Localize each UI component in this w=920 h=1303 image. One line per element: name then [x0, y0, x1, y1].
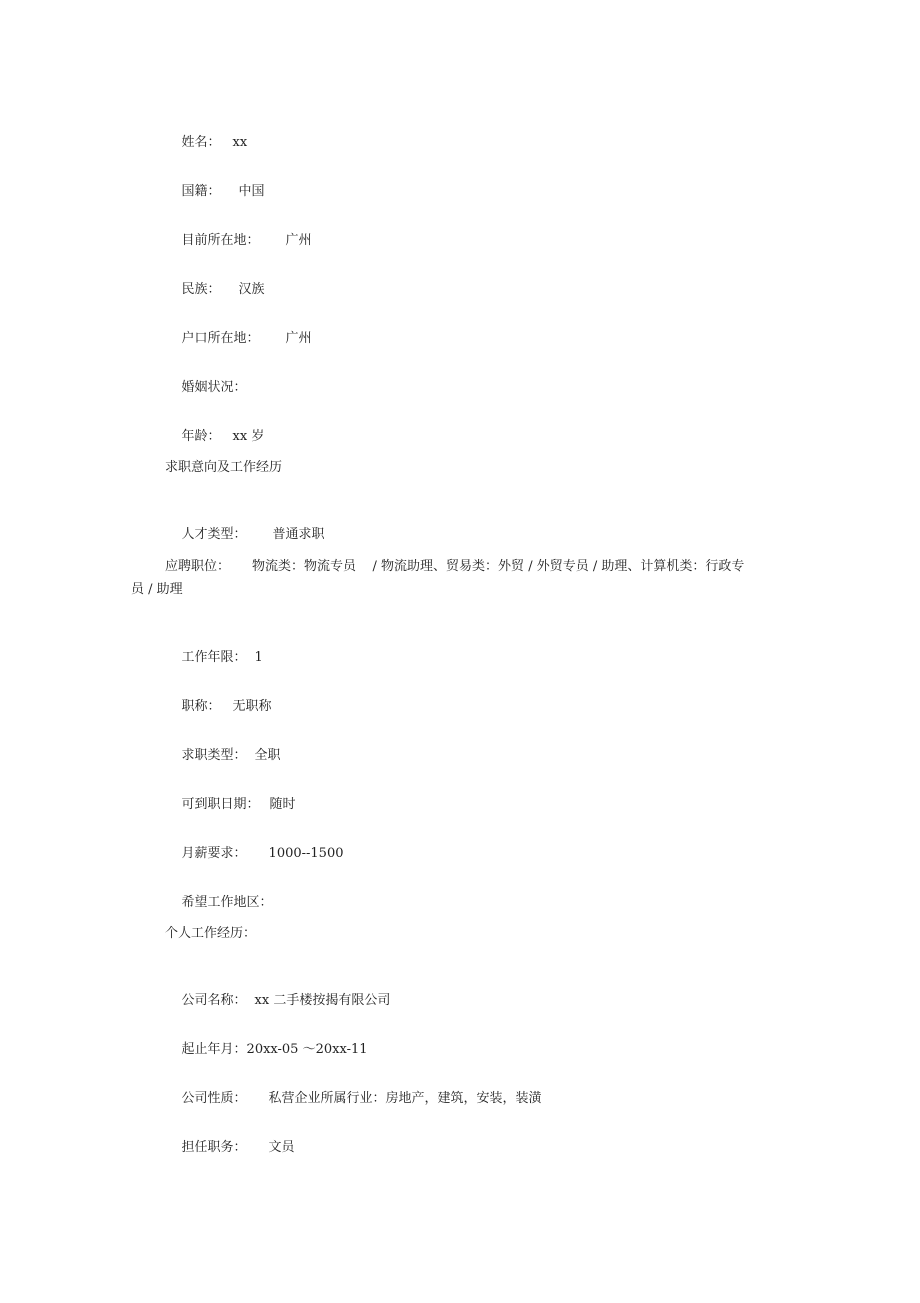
- marital-status-label: 婚姻状况：: [181, 380, 247, 395]
- job-type-label: 求职类型：: [181, 748, 247, 763]
- company-nature-label: 公司性质：: [181, 1091, 247, 1106]
- name-value: xx: [232, 135, 248, 150]
- talent-type-value: 普通求职: [272, 527, 325, 542]
- desired-region-label: 希望工作地区：: [181, 895, 273, 910]
- current-location-value: 广州: [285, 233, 312, 248]
- available-date-value: 随时: [269, 797, 296, 812]
- monthly-salary-value: 1000--1500: [268, 846, 344, 861]
- company-name-row: [165, 974, 390, 1028]
- company-nature-value: 私营企业所属行业：房地产，建筑，安装，装潢: [268, 1091, 542, 1106]
- years-of-work-row: [165, 631, 263, 685]
- position-held-value: 文员: [268, 1140, 295, 1155]
- title-value: 无职称: [232, 699, 272, 714]
- name-label: 姓名：: [181, 135, 221, 150]
- work-history-heading: 个人工作经历：: [165, 926, 257, 941]
- ethnicity-value: 汉族: [238, 282, 265, 297]
- position-held-row: [165, 1121, 295, 1175]
- age-label: 年龄：: [181, 429, 221, 444]
- years-of-work-label: 工作年限：: [181, 650, 247, 665]
- nationality-row: [165, 165, 265, 219]
- company-name-label: 公司名称：: [181, 993, 247, 1008]
- years-of-work-value: 1: [254, 650, 263, 665]
- current-location-label: 目前所在地：: [181, 233, 260, 248]
- desired-region-row: [165, 876, 273, 930]
- name-row: [165, 116, 247, 170]
- ethnicity-label: 民族：: [181, 282, 221, 297]
- age-row: [165, 410, 264, 464]
- hukou-location-label: 户口所在地：: [181, 331, 260, 346]
- period-row: [165, 1023, 368, 1077]
- period-label: 起止年月：: [181, 1042, 247, 1057]
- section-job-intent-heading: 求职意向及工作经历: [165, 460, 283, 475]
- nationality-value: 中国: [238, 184, 265, 199]
- hukou-location-row: [165, 312, 312, 366]
- monthly-salary-label: 月薪要求：: [181, 846, 247, 861]
- available-date-label: 可到职日期：: [181, 797, 260, 812]
- title-label: 职称：: [181, 699, 221, 714]
- job-type-row: [165, 729, 281, 783]
- period-value: 20xx-05 ～20xx-11: [246, 1042, 368, 1057]
- company-nature-row: [165, 1072, 542, 1126]
- marital-status-row: [165, 361, 247, 415]
- hukou-location-value: 广州: [285, 331, 312, 346]
- ethnicity-row: [165, 263, 265, 317]
- applied-positions-value: 物流类：物流专员 / 物流助理、贸易类：外贸 / 外贸专员 / 助理、计算机类：行政专员 / 助理: [131, 559, 745, 597]
- talent-type-label: 人才类型：: [181, 527, 247, 542]
- monthly-salary-row: [165, 827, 344, 881]
- age-value: xx 岁: [232, 429, 265, 444]
- company-name-value: xx 二手楼按揭有限公司: [254, 993, 391, 1008]
- talent-type-row: [165, 508, 325, 562]
- available-date-row: [165, 778, 296, 832]
- nationality-label: 国籍：: [181, 184, 221, 199]
- applied-positions-label: 应聘职位：: [165, 559, 231, 574]
- position-held-label: 担任职务：: [181, 1140, 247, 1155]
- job-type-value: 全职: [254, 748, 281, 763]
- title-row: [165, 680, 272, 734]
- current-location-row: [165, 214, 312, 268]
- applied-positions-row: [131, 555, 751, 601]
